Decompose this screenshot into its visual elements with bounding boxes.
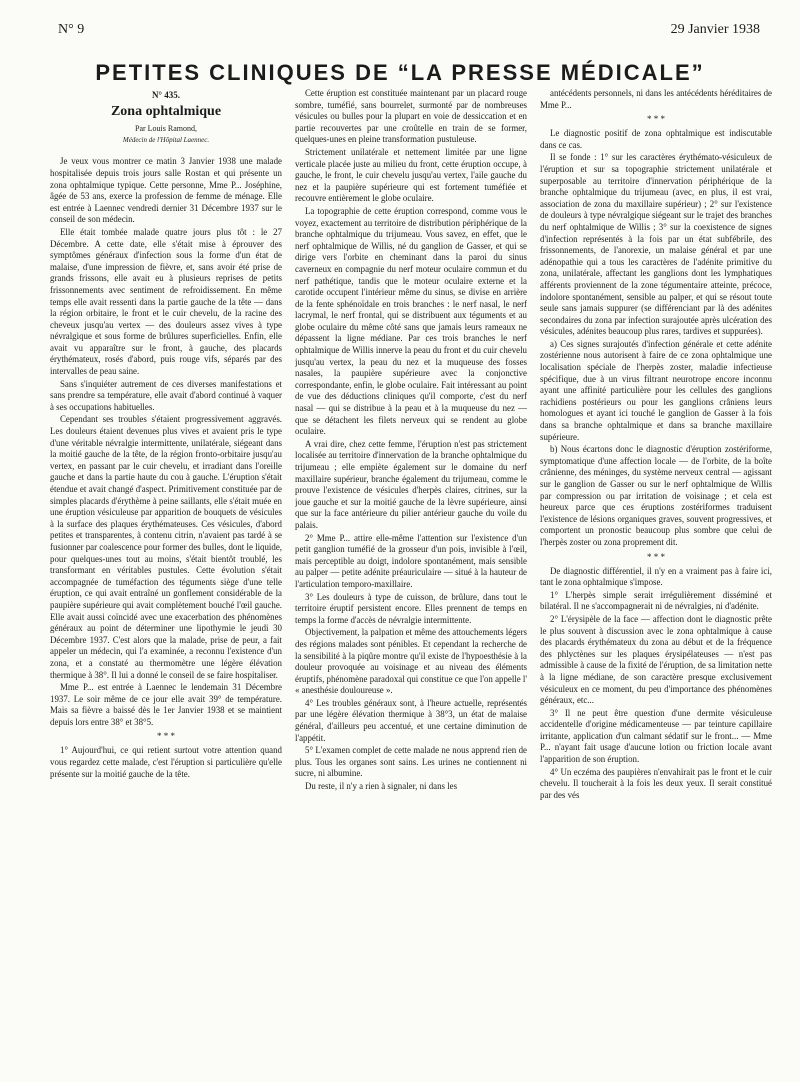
paragraph: Cette éruption est constituée maintenant par un placard rouge sombre, tuméfié, sans bourrelet, surmonté par de nombreuses vésicules ou bulles pour la plupart en voie de dessiccation et en partie recouvertes par une croûtelle en train de se former, quelques-unes en pleine transformation pustuleuse. [295, 88, 527, 145]
issue-number: N° 9 [58, 22, 85, 37]
paragraph: Cependant ses troubles s'étaient progressivement aggravés. Les douleurs étaient devenues plus vives et avaient pris le type d'une véritable névralgie intermittente, unilatérale, siégeant dans la moitié gauche de la tête, de la région fronto-orbitaire jusqu'au vertex, en passant par le cuir chevelu, et irradiant dans l'oreille gauche et dans la partie haute du cou à gauche. L'éruption s'était étendue et avait changé d'aspect. Primitivement constituée par de simples placards d'érythème à peine saillants, elle s'était muée en une éruption vésiculeuse par apparition de bouquets de vésicules à la surface des plaques érythémateuses. Ces vésicules, d'abord petites et transparentes, à contenu citrin, n'avaient pas tardé à se fusionner par coalescence pour former des bulles, dont le liquide, pour quelques-unes tout au moins, s'était bientôt troublé, les transformant en véritables pustules. Cette évolution s'était accompagnée de tuméfaction des téguments siège d'une telle éruption, ce qui avait entraîné un gonflement considérable de la paupière supérieure qui avait complètement bouché l'œil gauche. Elle avait aussi coïncidé avec une exacerbation des phénomènes généraux au point de déterminer une lipothymie le jeudi 30 Décembre 1937. C'est alors que la malade, prise de peur, a fait appeler un médecin, qui l'a examinée, a reconnu l'existence d'un zona, et a constaté au thermomètre une légère élévation thermique à 38°. Il lui a donné le conseil de se faire hospitaliser. [50, 414, 282, 680]
column-3 [540, 88, 772, 1082]
paragraph: Du reste, il n'y a rien à signaler, ni dans les [305, 781, 458, 792]
article-title: Zona ophtalmique [110, 103, 222, 119]
column-1 [50, 88, 282, 1082]
article-body [50, 88, 776, 1082]
paragraph: La topographie de cette éruption correspond, comme vous le voyez, exactement au territoire de distribution périphérique de la branche ophtalmique du trijumeau. Vous savez, en effet, que le nerf ophtalmique de Willis, né du ganglion de Gasser, et qui se dirige vers l'orbite en cheminant dans la paroi du sinus caverneux en compagnie du nerf moteur oculaire commun et du nerf pathétique, tandis que le moteur oculaire externe et la carotide occupent l'intérieur même du sinus, se divise en arrière de la fente sphénoïdale en trois branches : le nerf nasal, le nerf lacrymal, le nerf frontal, qui se distribuent aux téguments et au globe oculaire du même côté sans que jamais leurs rameaux ne dépassent la ligne médiane. Par ces trois branches le nerf ophtalmique de Willis innerve la peau du front et du cuir chevelu jusqu'au vertex, la peau du nez et la muqueuse des fosses nasales, la paupière supérieure avec la conjonctive correspondante, enfin, le globe oculaire. Fait intéressant au point de vue des déductions cliniques qu'il comporte, c'est du nerf nasal — qui se distribue à la peau et à la muqueuse du nez — que se détachent les filets nerveux qui se rendent au globe oculaire. [295, 205, 527, 437]
section-separator: * * * [647, 551, 665, 562]
page-header [58, 18, 760, 46]
paragraph: Sans s'inquiéter autrement de ces diverses manifestations et sans prendre sa température, elle avait d'abord continué à vaquer à ses occupations habituelles. [50, 378, 282, 412]
issue-date: 29 Janvier 1938 [670, 22, 760, 37]
masthead-title: PETITES CLINIQUES DE “LA PRESSE MÉDICALE” [95, 60, 705, 85]
author-affiliation: Médecin de l'Hôpital Laennec. [122, 135, 210, 144]
column-2 [295, 88, 527, 1082]
paragraph: 5° L'examen complet de cette malade ne nous apprend rien de plus. Tous les organes sont sains. Les urines ne contiennent ni sucre, ni albumine. [295, 745, 527, 779]
paragraph: Je veux vous montrer ce matin 3 Janvier 1938 une malade hospitalisée depuis trois jours salle Rostan et qui présente un zona ophtalmique typique. Cette personne, Mme P... Joséphine, âgée de 53 ans, exerce la profession de femme de ménage. Elle est entrée à Laennec vendredi dernier 31 Décembre 1937 sur le conseil de son médecin. [50, 156, 282, 225]
paragraph: Strictement unilatérale et nettement limitée par une ligne verticale placée juste au milieu du front, cette éruption occupe, à gauche, le front, le cuir chevelu jusqu'au vertex, l'aile gauche du nez et la paupière supérieure qui est fortement tuméfiée et recouvre entièrement le globe oculaire. [295, 146, 527, 204]
paragraph: Objectivement, la palpation et même des attouchements légers des régions malades sont pénibles. Et cependant la recherche de la sensibilité à la piqûre montre qu'il existe de l'hypoesthésie à la douleur provoquée au voisinage et au niveau des éléments éruptifs, phénomène paradoxal qui constitue ce que l'on appelle l' « anesthésie douloureuse ». [295, 627, 527, 696]
paragraph: Elle était tombée malade quatre jours plus tôt : le 27 Décembre. A cette date, elle s'était mise à éprouver des symptômes généraux d'infection sous la forme d'un état de malaise, d'une impression de fièvre, et, sans avoir été prise de grands frissons, elle avait eu à plusieurs reprises de petits frissonnements avec sentiment de refroidissement. En même temps elle avait ressenti dans la partie gauche de la tête — dans la région orbitaire, le front et le cuir chevelu, de la racine des cheveux jusqu'au vertex — des douleurs assez vives à type névralgique et sous forme de brûlures superficielles. Enfin, elle avait vu apparaître sur le front, à gauche, des placards érythémateux, rosés d'abord, puis rouge vifs, séparés par des intervalles de peau saine. [50, 226, 282, 377]
paragraph: A vrai dire, chez cette femme, l'éruption n'est pas strictement localisée au territoire d'innervation de la branche ophtalmique du trijumeau ; elle empiète également sur le domaine du nerf maxillaire supérieur, branche également du trijumeau, comme le prouve l'existence de vésicules d'herpès claires, citrines, sur la joue gauche et sur la moitié gauche de la lèvre supérieure, ainsi que sur la face antérieure du pilier antérieur gauche du voile du palais. [295, 438, 527, 530]
section-separator: * * * [157, 731, 175, 742]
section-separator: * * * [647, 114, 665, 125]
paragraph: 2° Mme P... attire elle-même l'attention sur l'existence d'un petit ganglion tuméfié de la grosseur d'un pois, invisible à l'œil, mais perceptible au doigt, indolore spontanément, mais sensible au palper — petite adénite préauriculaire — situé à la hauteur de l'articulation temporo-maxillaire. [295, 532, 527, 589]
paragraph: De diagnostic différentiel, il n'y en a vraiment pas à faire ici, tant le zona ophtalmique s'impose. [540, 565, 772, 588]
article-author: Par Louis Ramond, [135, 124, 197, 134]
paragraph: Le diagnostic positif de zona ophtalmique est indiscutable dans ce cas. [540, 128, 772, 150]
paragraph: 1° L'herpès simple serait irrégulièrement disséminé et bilatéral. Il ne s'accompagnerait ni de névralgies, ni d'adénite. [540, 589, 772, 612]
paragraph: 4° Un eczéma des paupières n'envahirait pas le front et le cuir chevelu. Il toucherait à la fois les deux yeux. Il serait constitué par des vés [540, 766, 772, 800]
paragraph: Mme P... est entrée à Laennec le lendemain 31 Décembre 1937. Le soir même de ce jour elle avait 39° de température. Mais sa fièvre a baissé dès le 1er Janvier 1938 et se maintient depuis lors entre 38° et 38°5. [50, 682, 282, 727]
paragraph: b) Nous écartons donc le diagnostic d'éruption zostériforme, symptomatique d'une affection locale — de l'orbite, de la boîte crânienne, des méninges, du système nerveux central — agissant sur le ganglion de Gasser ou sur le nerf ophtalmique de Willis par compression ou par irritation de voisinage ; et cela est heureux parce que ces éruptions zostériformes traduisent l'existence de lésions organiques graves, souvent progressives, et comportent un pronostic beaucoup plus sombre que celui de l'herpès zoster ou zona proprement dit. [540, 444, 772, 547]
paragraph: Il se fonde : 1° sur les caractères érythémato-vésiculeux de l'éruption et sur sa topographie strictement unilatérale et superposable au territoire d'innervation périphérique de la branche ophtalmique du trijumeau (avec, en plus, il est vrai, association de zona du maxillaire supérieur) ; 2° sur l'existence de douleurs à type névralgique siégeant sur le trajet des branches du nerf ophtalmique de Willis ; 3° sur la coexistence de signes d'infection représentés à la fois par un état subfébrile, des frissonnements, de l'anorexie, un malaise général et par une adénopathie qui a tous les caractères de l'adénite primitive du zona, unilatérale, affectant les ganglions dont les lymphatiques afférents proviennent de la zone tégumentaire atteinte, précoce, indolore spontanément, sensible au palper, et qui se résout toute seule sans jamais suppurer (se différenciant par là des adénites secondaires du zona par infection surajoutée après ulcération des vésicules, adénites beaucoup plus rares, tardives et suppurées). [540, 152, 772, 337]
paragraph: 1° Aujourd'hui, ce qui retient surtout votre attention quand vous regardez cette malade, c'est l'éruption si particulière qu'elle présente sur la moitié gauche de la tête. [50, 745, 282, 779]
paragraph: 3° Les douleurs à type de cuisson, de brûlure, dans tout le territoire éruptif persistent encore. Elles prennent de temps en temps la forme d'accès de névralgie intermittente. [295, 591, 527, 625]
paragraph: a) Ces signes surajoutés d'infection générale et cette adénite zostérienne nous autorisent à faire de ce zona ophtalmique une localisation spéciale de l'herpès zoster, maladie infectieuse spécifique, due à un virus filtrant neurotrope encore inconnu ayant une affinité particulière pour les cellules des ganglions rachidiens postérieurs ou pour les ganglions crâniens leurs homologues et ayant ici touché le ganglion de Gasser à la fois dans sa branche ophtalmique et dans sa branche maxillaire supérieure. [540, 338, 772, 442]
paragraph: 3° Il ne peut être question d'une dermite vésiculeuse accidentelle d'origine médicamenteuse — par teinture capillaire irritante, application d'un calmant sédatif sur le front... — Mme P... n'ayant fait usage d'aucune lotion ou friction locale avant l'apparition de son éruption. [540, 707, 772, 765]
paragraph: 2° L'érysipèle de la face — affection dont le diagnostic prête le plus souvent à discussion avec le zona ophtalmique à cause des placards érythémateux du zona au début et de la fréquence des phlyctènes sur les plaques érysipélateuses — n'est pas admissible à cause de la fixité de l'éruption, de sa limitation nette à la ligne médiane, de son caractère presque exclusivement vésiculeux en ce moment, du peu d'importance des phénomènes généraux, etc... [540, 613, 772, 706]
paragraph: antécédents personnels, ni dans les antécédents héréditaires de Mme P... [540, 88, 772, 110]
article-number: N° 435. [151, 90, 181, 100]
paragraph: 4° Les troubles généraux sont, à l'heure actuelle, représentés par une légère élévation thermique à 38°3, un état de malaise général, d'ailleurs peu accentué, et une certaine diminution de l'appétit. [295, 697, 527, 743]
